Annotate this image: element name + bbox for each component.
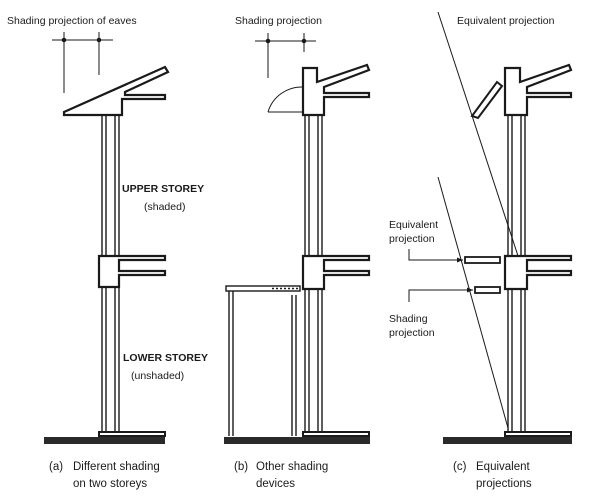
panel-a-ground: [44, 437, 165, 444]
panel-c-ground: [443, 437, 572, 444]
panel-c-caption-line2: projections: [476, 478, 532, 490]
panel-b-top-label: Shading projection: [235, 15, 322, 27]
panel-a-caption-id: (a): [49, 461, 64, 473]
panel-a-caption-line1: Different shading: [73, 461, 160, 473]
panel-c-shading-leader: [409, 290, 473, 302]
panel-a-caption-line2: on two storeys: [73, 478, 148, 490]
panel-c-caption-line1: Equivalent: [476, 461, 530, 473]
panel-a-floor-slab: [99, 256, 165, 287]
panel-a-top-label: Shading projection of eaves: [7, 15, 137, 27]
panel-c: [389, 12, 572, 490]
panel-c-louvre: [472, 82, 502, 118]
panel-b-hood-arc: [268, 87, 303, 112]
panel-a-ground-slab: [99, 432, 165, 436]
panel-c-shading-bar: [475, 287, 500, 293]
panel-c-equiv-label-1: Equivalent: [389, 219, 439, 231]
panel-b-ground: [224, 437, 370, 444]
panel-b-ground-slab: [303, 432, 369, 436]
panel-c-top-label: Equivalent projection: [457, 15, 555, 27]
panel-b-floor-slab: [303, 256, 369, 289]
panel-c-equivalent-bar: [465, 257, 500, 263]
panel-c-ground-slab: [505, 432, 571, 436]
panel-c-sun-line-lower: [438, 177, 508, 428]
panel-c-caption-id: (c): [453, 461, 467, 473]
panel-a-upper-storey: UPPER STOREY: [122, 183, 205, 195]
panel-a: [7, 15, 208, 490]
panel-b-caption-id: (b): [234, 461, 249, 473]
panel-a-dimension: [52, 32, 113, 93]
panel-a-eave-roof: [64, 67, 168, 115]
panel-c-roof: [505, 65, 571, 115]
panel-c-shading-label-1: Shading: [389, 313, 428, 325]
panel-c-shading-label-2: projection: [389, 327, 435, 339]
panel-b-roof: [303, 65, 369, 115]
panel-a-upper-note: (shaded): [144, 201, 186, 213]
panel-b-awning-posts: [229, 291, 296, 436]
panel-b: [224, 15, 370, 490]
panel-c-equiv-label-2: projection: [389, 233, 435, 245]
panel-a-lower-note: (unshaded): [131, 370, 185, 382]
panel-b-caption-line2: devices: [256, 478, 295, 490]
panel-b-caption-line1: Other shading: [256, 461, 329, 473]
panel-c-equiv-leader: [409, 249, 463, 260]
panel-c-floor-slab: [505, 256, 571, 289]
panel-a-lower-storey: LOWER STOREY: [123, 352, 208, 364]
